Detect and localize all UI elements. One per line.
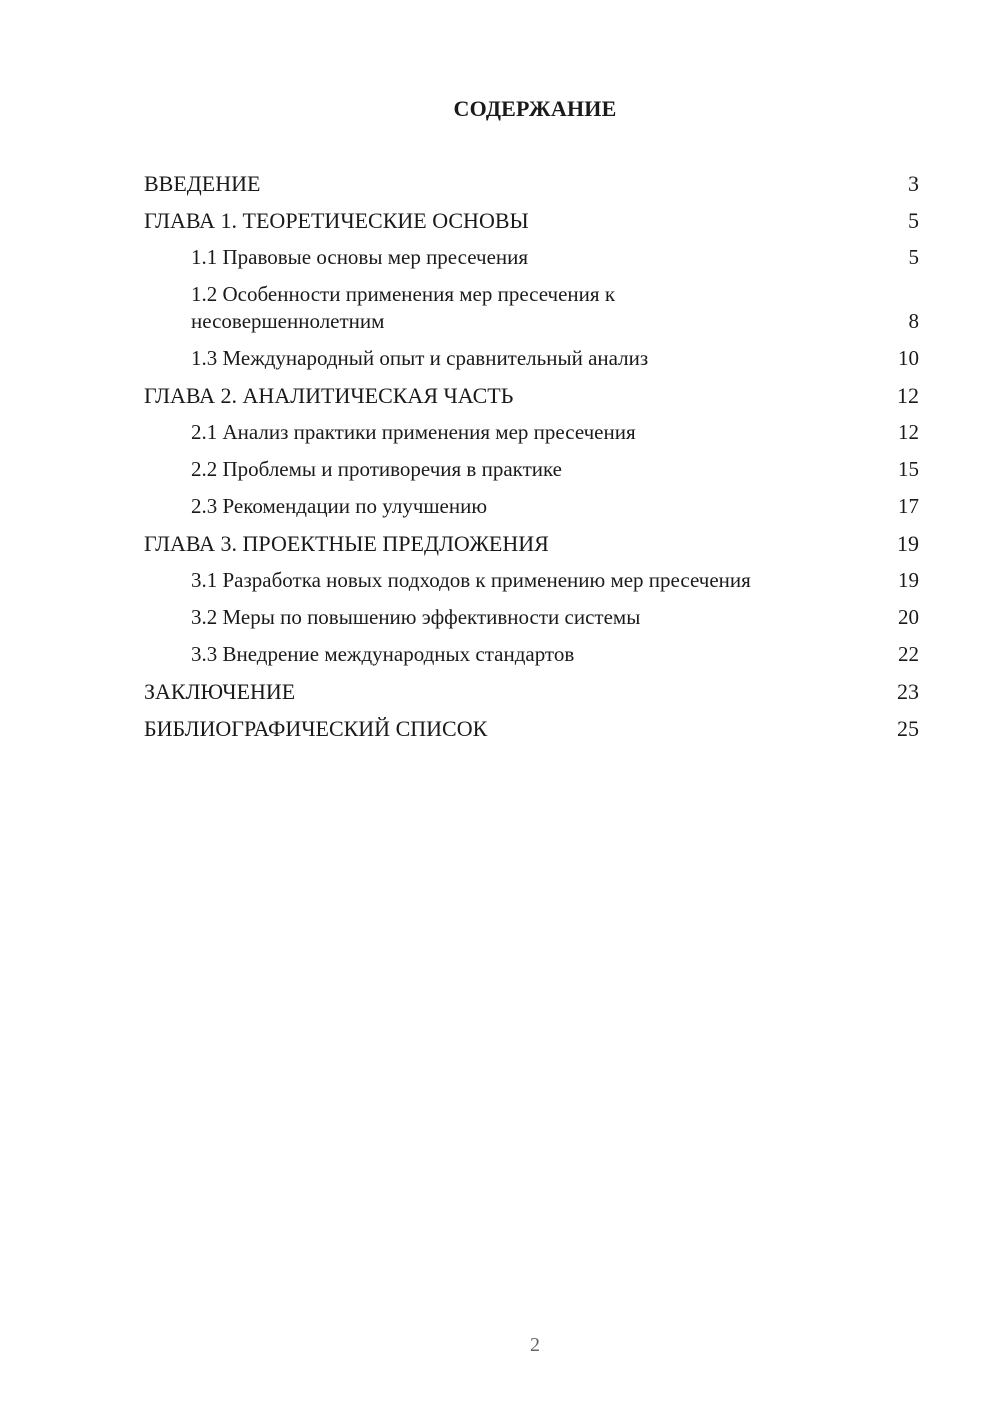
toc-label: 3.3 Внедрение международных стандартов [191, 642, 575, 666]
page-number: 2 [530, 1334, 540, 1356]
toc-page-number: 3 [908, 171, 919, 196]
toc-entry-introduction [144, 170, 919, 197]
toc-entry-section-2-3 [144, 493, 919, 520]
toc-entry-section-1-1 [144, 244, 919, 271]
toc-entry-chapter-1 [144, 207, 919, 234]
toc-page-number: 17 [898, 494, 919, 518]
toc-label: 1.1 Правовые основы мер пресечения [191, 245, 529, 269]
toc-label: 2.2 Проблемы и противоречия в практике [191, 457, 562, 481]
toc-page-number: 12 [897, 383, 919, 408]
toc-label: ВВЕДЕНИЕ [144, 171, 261, 196]
toc-page-number: 22 [898, 642, 919, 666]
toc-label: 1.2 Особенности применения мер пресечения к несовершеннолетним [191, 282, 616, 333]
toc-entry-section-3-2 [144, 604, 919, 631]
toc-page-number: 25 [897, 716, 919, 741]
toc-label: 3.1 Разработка новых подходов к применению мер пресечения [191, 568, 751, 592]
toc-label: БИБЛИОГРАФИЧЕСКИЙ СПИСОК [144, 716, 488, 741]
toc-entry-conclusion [144, 678, 919, 705]
toc-page-number: 20 [898, 605, 919, 629]
toc-entry-section-2-2 [144, 456, 919, 483]
toc-page-number: 8 [908, 309, 919, 333]
toc-label: ГЛАВА 1. ТЕОРЕТИЧЕСКИЕ ОСНОВЫ [144, 208, 529, 233]
toc-page-number: 10 [898, 346, 919, 370]
page-title: СОДЕРЖАНИЕ [453, 96, 617, 121]
toc-label: 3.2 Меры по повышению эффективности системы [191, 605, 641, 629]
toc-page-number: 12 [898, 420, 919, 444]
toc-label: ЗАКЛЮЧЕНИЕ [144, 679, 296, 704]
toc-entry-chapter-2 [144, 382, 919, 409]
table-of-contents [144, 170, 919, 752]
toc-entry-chapter-3 [144, 530, 919, 557]
toc-entry-section-1-3 [144, 345, 919, 372]
toc-label: ГЛАВА 3. ПРОЕКТНЫЕ ПРЕДЛОЖЕНИЯ [144, 531, 549, 556]
toc-entry-section-3-3 [144, 641, 919, 668]
toc-entry-bibliography [144, 715, 919, 742]
toc-page-number: 5 [908, 245, 919, 269]
toc-page-number: 5 [908, 208, 919, 233]
toc-label: 2.1 Анализ практики применения мер пресечения [191, 420, 636, 444]
toc-page-number: 15 [898, 457, 919, 481]
toc-page-number: 23 [897, 679, 919, 704]
toc-entry-section-2-1 [144, 419, 919, 446]
toc-page-number: 19 [898, 568, 919, 592]
toc-label: ГЛАВА 2. АНАЛИТИЧЕСКАЯ ЧАСТЬ [144, 383, 514, 408]
toc-label: 1.3 Международный опыт и сравнительный анализ [191, 346, 649, 370]
toc-entry-section-3-1 [144, 567, 919, 594]
toc-page-number: 19 [897, 531, 919, 556]
toc-entry-section-1-2 [144, 281, 919, 335]
toc-label: 2.3 Рекомендации по улучшению [191, 494, 488, 518]
